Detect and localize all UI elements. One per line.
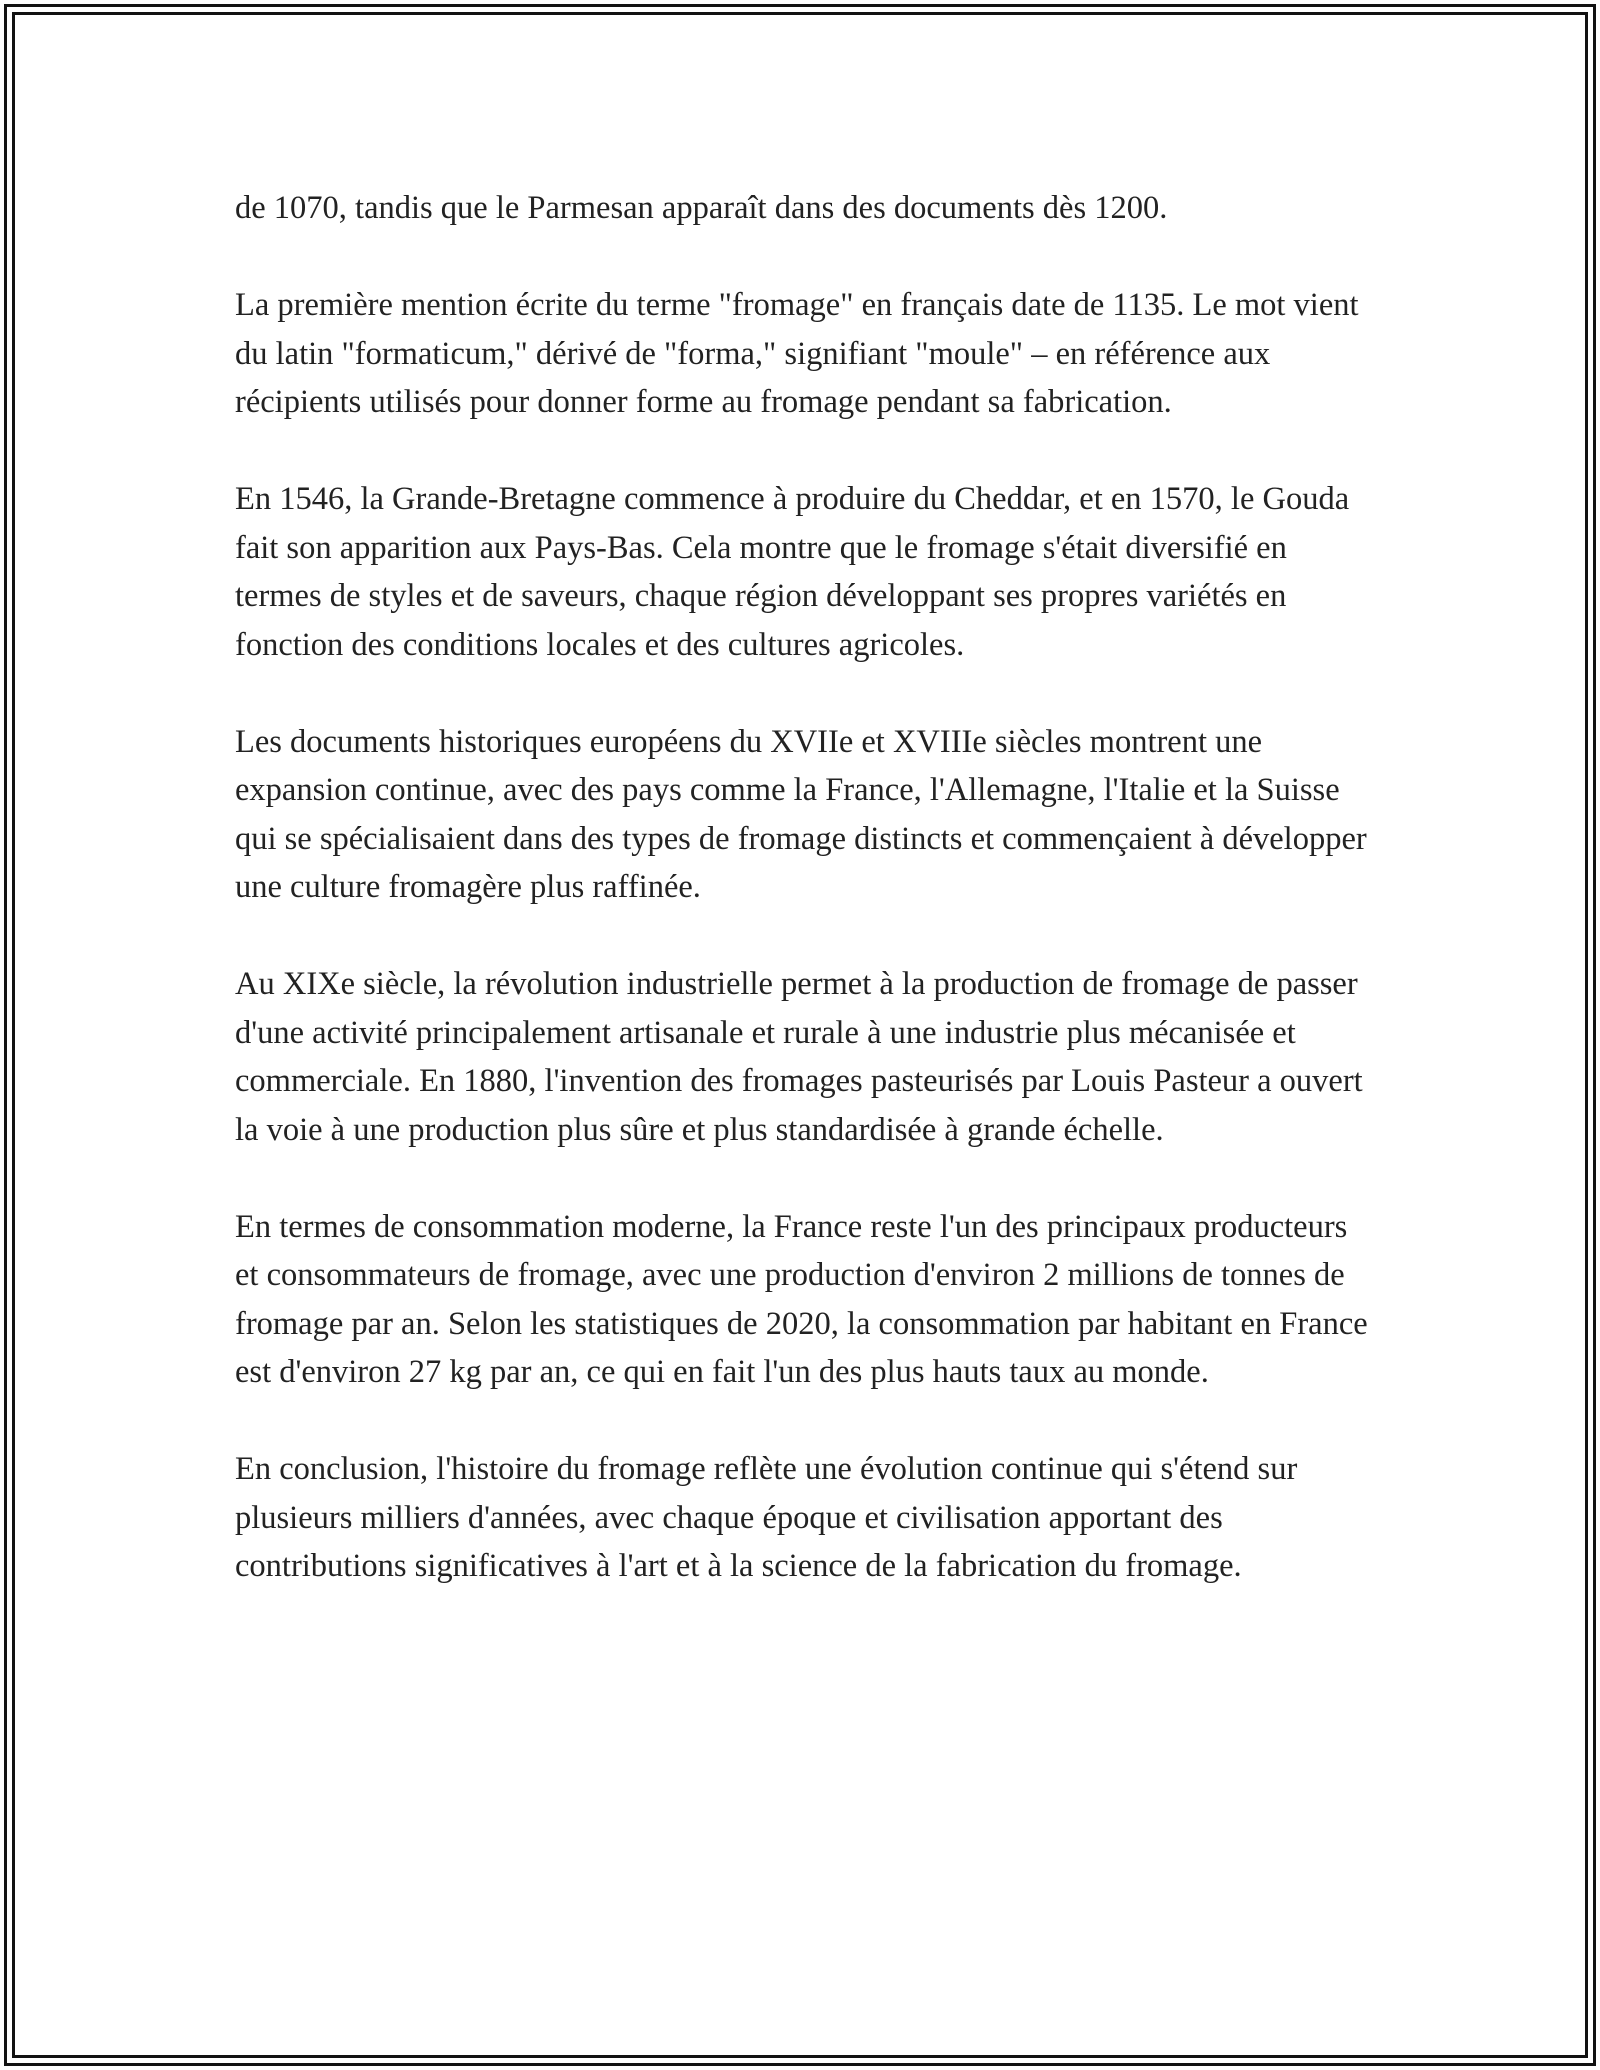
paragraph-3: En 1546, la Grande-Bretagne commence à produire du Cheddar, et en 1570, le Gouda fait son apparition aux Pays-Bas. Cela montre que le fromage s'était diversifié en termes de styles et de saveurs, chaque région développant ses propres variétés en fonction des conditions locales et des cultures agricoles. (235, 481, 1350, 663)
document-body (235, 184, 1375, 1591)
paragraph-5: Au XIXe siècle, la révolution industrielle permet à la production de fromage de passer d'une activité principalement artisanale et rurale à une industrie plus mécanisée et commerciale. En 1880, l'invention des fromages pasteurisés par Louis Pasteur a ouvert la voie à une production plus sûre et plus standardisée à grande échelle. (235, 966, 1363, 1148)
paragraph-1: de 1070, tandis que le Parmesan apparaît dans des documents dès 1200. (235, 190, 1168, 226)
paragraph-2: La première mention écrite du terme "fromage" en français date de 1135. Le mot vient du latin "formaticum," dérivé de "forma," signifiant "moule" – en référence aux récipients utilisés pour donner forme au fromage pendant sa fabrication. (235, 287, 1359, 420)
paragraph-6: En termes de consommation moderne, la France reste l'un des principaux producteurs et consommateurs de fromage, avec une production d'environ 2 millions de tonnes de fromage par an. Selon les statistiques de 2020, la consommation par habitant en France est d'environ 27 kg par an, ce qui en fait l'un des plus hauts taux au monde. (235, 1208, 1368, 1390)
paragraph-4: Les documents historiques européens du XVIIe et XVIIIe siècles montrent une expansion continue, avec des pays comme la France, l'Allemagne, l'Italie et la Suisse qui se spécialisaient dans des types de fromage distincts et commençaient à développer une culture fromagère plus raffinée. (235, 723, 1367, 905)
paragraph-7: En conclusion, l'histoire du fromage reflète une évolution continue qui s'étend sur plusieurs milliers d'années, avec chaque époque et civilisation apportant des contributions significatives à l'art et à la science de la fabrication du fromage. (235, 1451, 1298, 1584)
